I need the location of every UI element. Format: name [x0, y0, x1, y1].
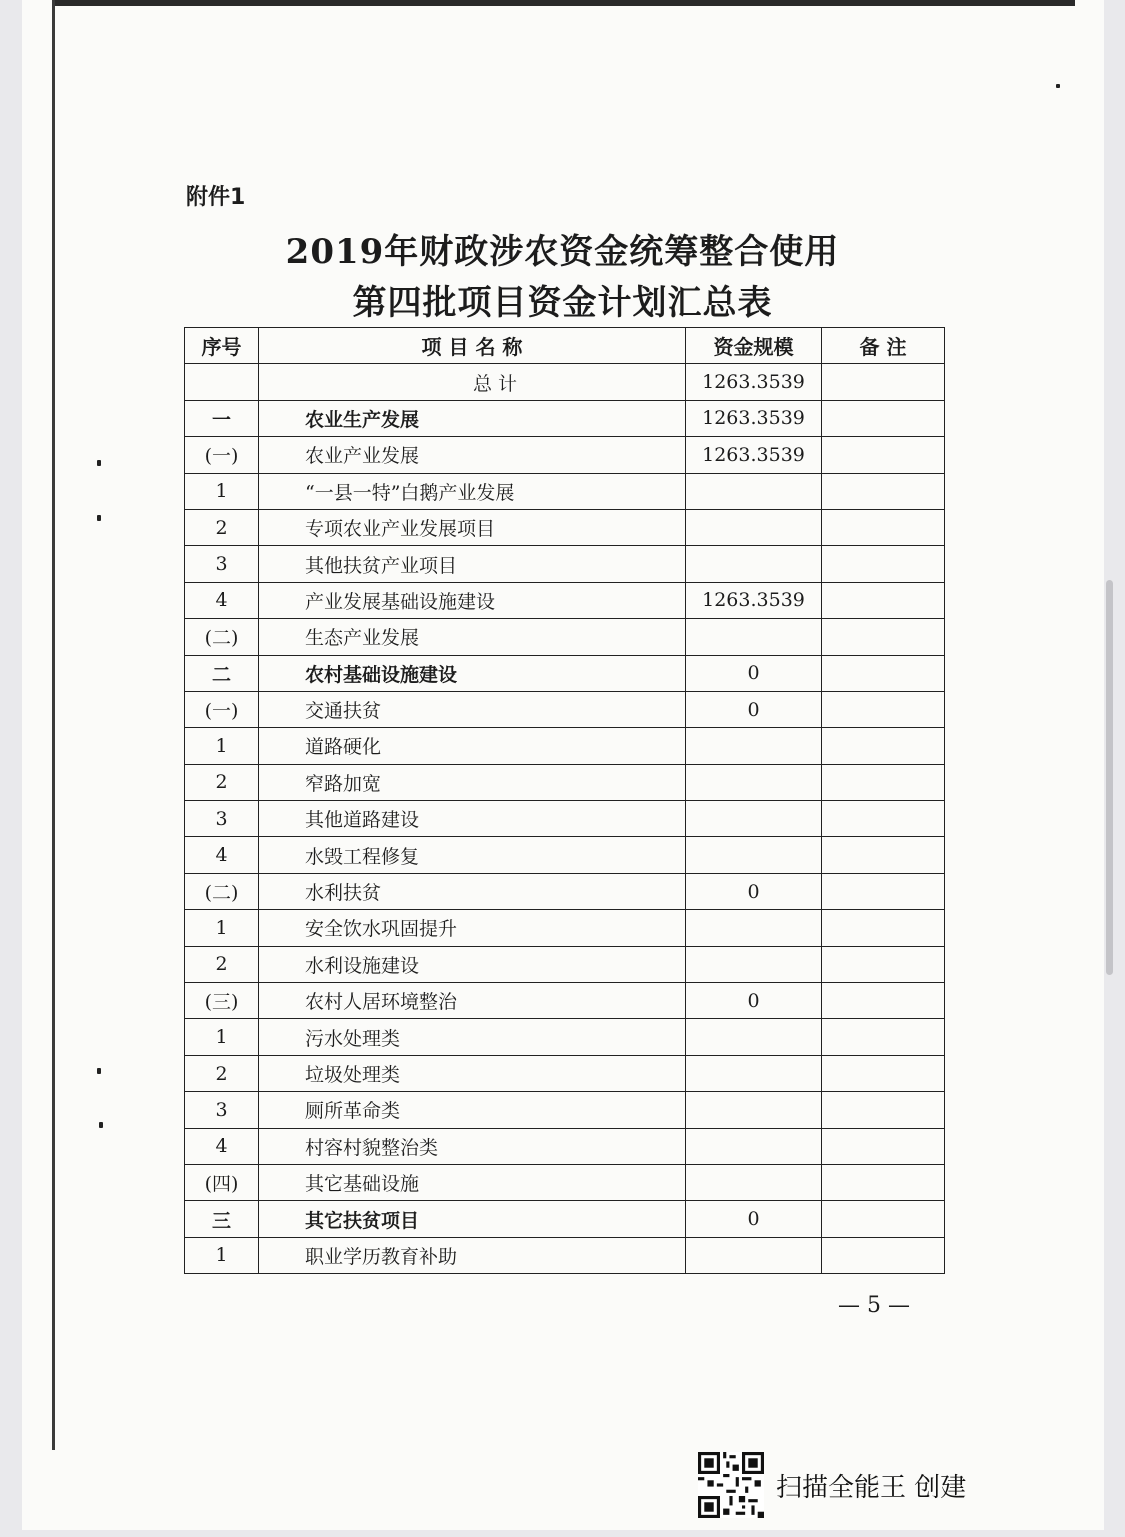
- row-amount: [686, 473, 822, 509]
- row-index: 二: [185, 655, 259, 691]
- row-remark: [822, 509, 945, 545]
- row-index: (二): [185, 873, 259, 909]
- row-remark: [822, 364, 945, 400]
- table-row: [185, 764, 945, 800]
- row-amount: [686, 546, 822, 582]
- row-index: 3: [185, 801, 259, 837]
- speck: [1056, 84, 1060, 88]
- table-row: [185, 546, 945, 582]
- table-row: [185, 619, 945, 655]
- row-amount: [686, 946, 822, 982]
- table-row: [185, 509, 945, 545]
- row-remark: [822, 1019, 945, 1055]
- row-index: (一): [185, 437, 259, 473]
- row-amount: [686, 728, 822, 764]
- table-row: [185, 1201, 945, 1237]
- speck: [97, 1068, 101, 1074]
- row-name: 总 计: [259, 364, 686, 400]
- row-amount: 0: [686, 983, 822, 1019]
- table-row: [185, 873, 945, 909]
- table-row: [185, 946, 945, 982]
- header-remark: 备 注: [822, 328, 945, 364]
- row-index: 1: [185, 1237, 259, 1273]
- row-remark: [822, 1164, 945, 1200]
- title-line-1: 2019年财政涉农资金统筹整合使用: [285, 232, 840, 272]
- row-amount: [686, 619, 822, 655]
- row-name: 村容村貌整治类: [259, 1128, 686, 1164]
- table-row: [185, 473, 945, 509]
- row-amount: [686, 910, 822, 946]
- row-name: 污水处理类: [259, 1019, 686, 1055]
- table-row: [185, 728, 945, 764]
- row-remark: [822, 400, 945, 436]
- table-row: [185, 1128, 945, 1164]
- row-name: 生态产业发展: [259, 619, 686, 655]
- row-remark: [822, 910, 945, 946]
- header-name: 项 目 名 称: [259, 328, 686, 364]
- row-name: 其它扶贫项目: [259, 1201, 686, 1237]
- row-remark: [822, 582, 945, 618]
- row-index: 4: [185, 582, 259, 618]
- row-amount: [686, 1055, 822, 1091]
- row-remark: [822, 946, 945, 982]
- row-amount: [686, 1019, 822, 1055]
- row-name: 专项农业产业发展项目: [259, 509, 686, 545]
- row-index: (二): [185, 619, 259, 655]
- row-name: 垃圾处理类: [259, 1055, 686, 1091]
- page-number: — 5 —: [838, 1293, 910, 1318]
- row-remark: [822, 728, 945, 764]
- table-row: [185, 983, 945, 1019]
- row-amount: 1263.3539: [686, 364, 822, 400]
- table-row: [185, 655, 945, 691]
- table-row: [185, 1237, 945, 1273]
- row-name: 水利设施建设: [259, 946, 686, 982]
- scanner-watermark: [698, 1452, 966, 1518]
- row-remark: [822, 437, 945, 473]
- row-name: 交通扶贫: [259, 691, 686, 727]
- row-remark: [822, 473, 945, 509]
- row-name: 水毁工程修复: [259, 837, 686, 873]
- row-remark: [822, 619, 945, 655]
- row-name: 道路硬化: [259, 728, 686, 764]
- scrollbar[interactable]: [1106, 580, 1113, 975]
- row-index: 1: [185, 473, 259, 509]
- row-remark: [822, 801, 945, 837]
- row-amount: [686, 1237, 822, 1273]
- row-name: “一县一特”白鹅产业发展: [259, 473, 686, 509]
- row-amount: 1263.3539: [686, 400, 822, 436]
- row-remark: [822, 1092, 945, 1128]
- table-row: [185, 691, 945, 727]
- row-name: 产业发展基础设施建设: [259, 582, 686, 618]
- row-amount: 0: [686, 691, 822, 727]
- row-name: 水利扶贫: [259, 873, 686, 909]
- row-amount: 1263.3539: [686, 582, 822, 618]
- row-remark: [822, 837, 945, 873]
- row-index: 2: [185, 509, 259, 545]
- row-remark: [822, 1055, 945, 1091]
- row-amount: 0: [686, 655, 822, 691]
- row-name: 窄路加宽: [259, 764, 686, 800]
- funding-summary-table: [184, 327, 945, 1274]
- header-index: 序号: [185, 328, 259, 364]
- row-name: 农村人居环境整治: [259, 983, 686, 1019]
- row-name: 其它基础设施: [259, 1164, 686, 1200]
- row-index: (四): [185, 1164, 259, 1200]
- row-name: 厕所革命类: [259, 1092, 686, 1128]
- table-row: [185, 400, 945, 436]
- table-row: [185, 437, 945, 473]
- table-row: [185, 582, 945, 618]
- title-line-2: 第四批项目资金计划汇总表: [352, 283, 773, 323]
- table-row: [185, 910, 945, 946]
- row-index: (一): [185, 691, 259, 727]
- row-amount: 0: [686, 873, 822, 909]
- row-amount: 0: [686, 1201, 822, 1237]
- row-remark: [822, 873, 945, 909]
- row-amount: [686, 764, 822, 800]
- row-name: 其他扶贫产业项目: [259, 546, 686, 582]
- page-top-edge: [55, 0, 1075, 6]
- row-name: 其他道路建设: [259, 801, 686, 837]
- table-row: [185, 364, 945, 400]
- table-row: [185, 837, 945, 873]
- row-amount: 1263.3539: [686, 437, 822, 473]
- row-index: 2: [185, 1055, 259, 1091]
- speck: [99, 1122, 103, 1128]
- row-name: 农业产业发展: [259, 437, 686, 473]
- row-name: 安全饮水巩固提升: [259, 910, 686, 946]
- row-remark: [822, 655, 945, 691]
- page-left-edge: [52, 0, 55, 1450]
- row-index: 4: [185, 1128, 259, 1164]
- row-index: 2: [185, 946, 259, 982]
- row-index: 1: [185, 728, 259, 764]
- row-index: 三: [185, 1201, 259, 1237]
- row-amount: [686, 1128, 822, 1164]
- row-remark: [822, 983, 945, 1019]
- row-name: 农村基础设施建设: [259, 655, 686, 691]
- table-row: [185, 1055, 945, 1091]
- row-name: 农业生产发展: [259, 400, 686, 436]
- row-index: 3: [185, 1092, 259, 1128]
- table-row: [185, 1019, 945, 1055]
- table-row: [185, 801, 945, 837]
- row-index: 一: [185, 400, 259, 436]
- row-index: (三): [185, 983, 259, 1019]
- row-remark: [822, 546, 945, 582]
- row-amount: [686, 1164, 822, 1200]
- row-index: 1: [185, 910, 259, 946]
- row-amount: [686, 837, 822, 873]
- speck: [97, 460, 101, 466]
- scanner-credit: 扫描全能王 创建: [776, 1472, 967, 1503]
- table-row: [185, 1164, 945, 1200]
- row-remark: [822, 691, 945, 727]
- table-body: [185, 364, 945, 1274]
- row-index: [185, 364, 259, 400]
- row-amount: [686, 801, 822, 837]
- row-index: 2: [185, 764, 259, 800]
- qr-code-icon: [698, 1452, 764, 1518]
- row-index: 4: [185, 837, 259, 873]
- row-remark: [822, 1237, 945, 1273]
- table-header-row: [185, 328, 945, 364]
- table-row: [185, 1092, 945, 1128]
- row-amount: [686, 509, 822, 545]
- row-index: 1: [185, 1019, 259, 1055]
- row-index: 3: [185, 546, 259, 582]
- header-amount: 资金规模: [686, 328, 822, 364]
- row-remark: [822, 764, 945, 800]
- row-amount: [686, 1092, 822, 1128]
- speck: [97, 515, 101, 521]
- row-name: 职业学历教育补助: [259, 1237, 686, 1273]
- attachment-label: 附件1: [186, 185, 246, 210]
- row-remark: [822, 1201, 945, 1237]
- row-remark: [822, 1128, 945, 1164]
